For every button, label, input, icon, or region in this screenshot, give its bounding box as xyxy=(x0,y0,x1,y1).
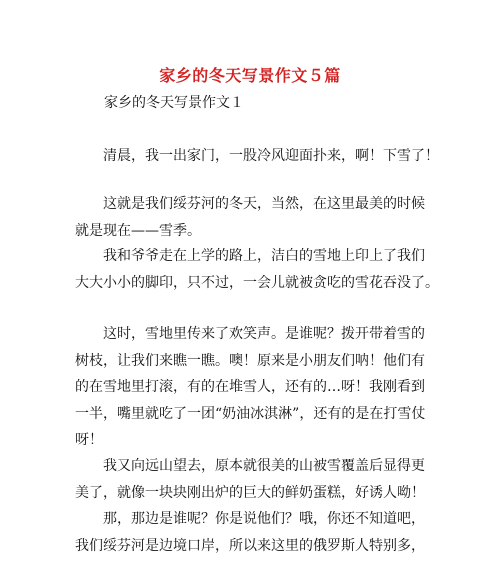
paragraph-3 xyxy=(75,243,439,296)
paragraph-5 xyxy=(75,453,425,506)
paragraph-line: 一半，嘴里就吃了一团“奶油冰淇淋”，还有的是在打雪仗 xyxy=(75,405,426,422)
paragraph-6 xyxy=(75,506,425,559)
paragraph-line: 的在雪地里打滚，有的在堆雪人，还有的…呀！我刚看到 xyxy=(75,379,425,395)
paragraph-line: 美了，就像一块块刚出炉的巨大的鲜奶蛋糕，好诱人呦！ xyxy=(75,484,425,501)
paragraph-2 xyxy=(75,191,425,244)
paragraph-line: 树枝，让我们来瞧一瞧。噢！原来是小朋友们呐！他们有 xyxy=(75,352,425,369)
document-subtitle: 家乡的冬天写景作文１ xyxy=(104,95,244,111)
paragraph-line: 这时，雪地里传来了欢笑声。是谁呢？拨开带着雪的 xyxy=(103,326,425,342)
paragraph-line: 这就是我们绥芬河的冬天，当然，在这里最美的时候 xyxy=(103,196,425,212)
paragraph-line: 就是现在——雪季。 xyxy=(75,222,201,239)
paragraph-line: 我和爷爷走在上学的路上，洁白的雪地上印上了我们 xyxy=(103,248,425,264)
paragraph-line: 我又向远山望去，原本就很美的山被雪覆盖后显得更 xyxy=(103,458,425,474)
document-title: 家乡的冬天写景作文５篇 xyxy=(159,66,341,85)
paragraph-4 xyxy=(75,321,425,454)
paragraph-line: 呀！ xyxy=(75,432,103,448)
paragraph-line: 清晨，我一出家门，一股冷风迎面扑来，啊！下雪了！ xyxy=(103,148,439,164)
paragraph-line: 大大小小的脚印，只不过，一会儿就被贪吃的雪花吞没了。 xyxy=(75,274,439,291)
paragraph-line: 我们绥芬河是边境口岸，所以来这里的俄罗斯人特别多， xyxy=(75,537,425,554)
paragraph-line: 那，那边是谁呢？你是说他们？哦，你还不知道吧， xyxy=(103,511,425,527)
paragraph-1 xyxy=(75,143,439,170)
